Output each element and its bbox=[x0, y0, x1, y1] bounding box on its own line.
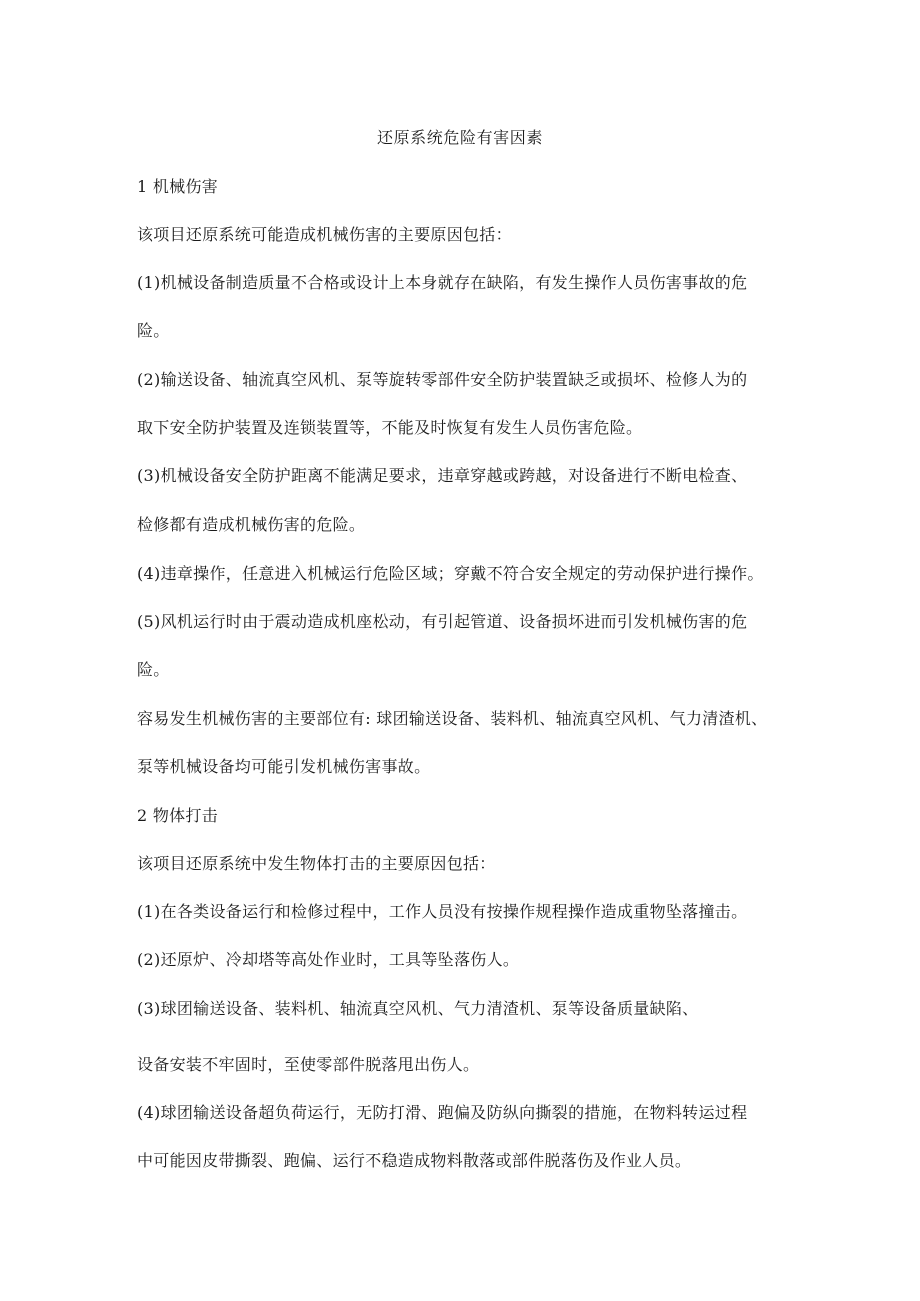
paragraph-line: (2)输送设备、轴流真空风机、泵等旋转零部件安全防护装置缺乏或损坏、检修人为的 bbox=[137, 370, 748, 389]
paragraph-line: (1)在各类设备运行和检修过程中，工作人员没有按操作规程操作造成重物坠落撞击。 bbox=[137, 902, 748, 921]
document-title: 还原系统危险有害因素 bbox=[376, 128, 543, 147]
paragraph-line: 取下安全防护装置及连锁装置等，不能及时恢复有发生人员伤害危险。 bbox=[137, 418, 643, 437]
paragraph-line: 险。 bbox=[137, 321, 170, 340]
paragraph-line: 设备安装不牢固时，至使零部件脱落甩出伤人。 bbox=[137, 1055, 480, 1074]
section-heading-object-strike: 2 物体打击 bbox=[137, 806, 219, 825]
paragraph-line: 检修都有造成机械伤害的危险。 bbox=[137, 515, 366, 534]
paragraph-line: 该项目还原系统中发生物体打击的主要原因包括： bbox=[137, 854, 496, 873]
paragraph-line: 容易发生机械伤害的主要部位有: 球团输送设备、装料机、轴流真空风机、气力清渣机、 bbox=[137, 709, 768, 728]
paragraph-line: (3)球团输送设备、装料机、轴流真空风机、气力清渣机、泵等设备质量缺陷、 bbox=[137, 999, 699, 1018]
paragraph-line: 中可能因皮带撕裂、跑偏、运行不稳造成物料散落或部件脱落伤及作业人员。 bbox=[137, 1151, 692, 1170]
paragraph-line: (4)违章操作，任意进入机械运行危险区域；穿戴不符合安全规定的劳动保护进行操作。 bbox=[137, 564, 764, 583]
paragraph-line: (3)机械设备安全防护距离不能满足要求，违章穿越或跨越，对设备进行不断电检查、 bbox=[137, 466, 748, 485]
paragraph-line: (1)机械设备制造质量不合格或设计上本身就存在缺陷，有发生操作人员伤害事故的危 bbox=[137, 273, 748, 292]
paragraph-line: (4)球团输送设备超负荷运行，无防打滑、跑偏及防纵向撕裂的措施，在物料转运过程 bbox=[137, 1103, 748, 1122]
paragraph-line: 该项目还原系统可能造成机械伤害的主要原因包括： bbox=[137, 225, 512, 244]
paragraph-line: 险。 bbox=[137, 660, 170, 679]
paragraph-line: (2)还原炉、冷却塔等高处作业时，工具等坠落伤人。 bbox=[137, 950, 520, 969]
paragraph-line: 泵等机械设备均可能引发机械伤害事故。 bbox=[137, 757, 431, 776]
section-heading-mechanical-injury: 1 机械伤害 bbox=[137, 177, 219, 196]
paragraph-line: (5)风机运行时由于震动造成机座松动，有引起管道、设备损坏进而引发机械伤害的危 bbox=[137, 612, 748, 631]
